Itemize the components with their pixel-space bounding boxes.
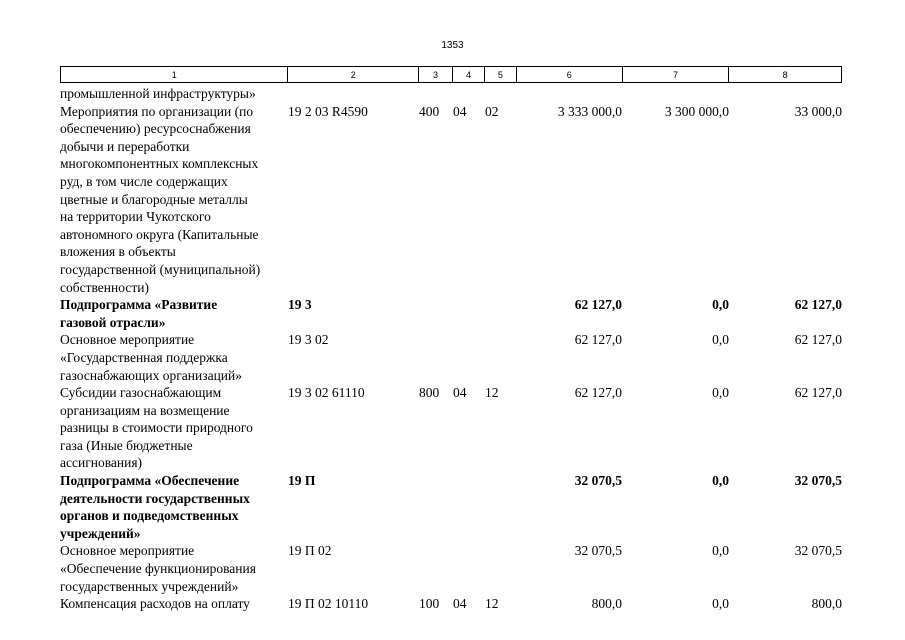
- row-col-5: [485, 331, 517, 384]
- row-col-4: 04: [453, 385, 467, 401]
- row-name-line: вложения в объекты: [60, 244, 176, 260]
- row-col-6: 3 333 000,0: [557, 103, 622, 119]
- row-name: [60, 103, 288, 297]
- header-col-3: 3: [419, 67, 453, 82]
- row-name-line: руд, в том числе содержащих: [60, 173, 228, 189]
- row-name-line: Субсидии газоснабжающим: [60, 385, 222, 401]
- row-name-line: газовой отрасли»: [60, 314, 166, 330]
- row-name-line: деятельности государственных: [60, 490, 250, 506]
- row-name-line: собственности): [60, 279, 149, 295]
- table-row: [60, 542, 850, 595]
- table-row: [60, 331, 850, 384]
- row-name-line: ассигнования): [60, 455, 143, 471]
- row-col-3: [419, 472, 453, 542]
- row-col-8: 62 127,0: [794, 332, 842, 348]
- row-name-line: государственных учреждений»: [60, 578, 239, 594]
- row-name: [60, 542, 288, 595]
- row-name-line: Основное мероприятие: [60, 543, 195, 559]
- table-row: [60, 595, 850, 613]
- row-col-8: 62 127,0: [794, 385, 842, 401]
- row-name-line: органов и подведомственных: [60, 508, 239, 524]
- row-col-8: 33 000,0: [794, 103, 842, 119]
- row-code: 19 П: [288, 473, 316, 489]
- row-col-6: 62 127,0: [574, 332, 622, 348]
- row-col-4: 04: [453, 596, 467, 612]
- table-row: [60, 472, 850, 542]
- row-col-3: [419, 85, 453, 103]
- row-col-4: 04: [453, 103, 467, 119]
- row-col-5: [485, 542, 517, 595]
- row-col-5: [485, 472, 517, 542]
- row-name-line: Подпрограмма «Развитие: [60, 297, 218, 313]
- row-col-6: 800,0: [591, 596, 622, 612]
- row-name: [60, 384, 288, 472]
- row-code: 19 3 02 61110: [288, 385, 365, 401]
- row-name-line: Компенсация расходов на оплату: [60, 596, 250, 612]
- row-col-7: [622, 85, 729, 103]
- row-col-8: [729, 85, 842, 103]
- row-name-line: Мероприятия по организации (по: [60, 103, 254, 119]
- row-col-7: 0,0: [712, 332, 729, 348]
- table-header: [60, 66, 842, 83]
- header-col-7: 7: [623, 67, 730, 82]
- header-col-8: 8: [782, 69, 788, 80]
- header-col-5: 5: [485, 67, 517, 82]
- row-name-line: многокомпонентных комплексных: [60, 156, 259, 172]
- header-col-1: 1: [61, 67, 288, 82]
- row-name-line: учреждений»: [60, 525, 141, 541]
- row-col-7: 0,0: [712, 385, 729, 401]
- header-col-2: 2: [288, 67, 419, 82]
- row-col-5: 02: [485, 103, 499, 119]
- row-col-8: 32 070,5: [794, 543, 842, 559]
- table-row: [60, 296, 850, 331]
- row-name-line: газа (Иные бюджетные: [60, 437, 193, 453]
- row-code: 19 П 02 10110: [288, 596, 369, 612]
- row-code: 19 3: [288, 297, 312, 313]
- table-body: [60, 85, 850, 613]
- row-code: 19 П 02: [288, 543, 332, 559]
- row-col-4: [453, 331, 485, 384]
- row-col-5: 12: [485, 596, 499, 612]
- row-col-7: 0,0: [712, 297, 729, 313]
- row-name: [60, 331, 288, 384]
- row-col-5: [485, 296, 517, 331]
- row-col-6: 62 127,0: [574, 297, 622, 313]
- table-row: [60, 384, 850, 472]
- row-name-line: автономного округа (Капитальные: [60, 226, 259, 242]
- row-name-line: государственной (муниципальной): [60, 261, 261, 277]
- table-row: [60, 85, 850, 103]
- row-col-4: [453, 296, 485, 331]
- row-col-7: 0,0: [712, 596, 729, 612]
- table-row: [60, 103, 850, 297]
- header-col-6: 6: [517, 67, 623, 82]
- row-col-8: 800,0: [811, 596, 842, 612]
- row-col-5: 12: [485, 385, 499, 401]
- row-col-4: [453, 542, 485, 595]
- row-name-line: промышленной инфраструктуры»: [60, 86, 256, 101]
- row-code: [288, 85, 419, 103]
- row-name-line: разницы в стоимости природного: [60, 420, 253, 436]
- row-code: 19 3 02: [288, 332, 329, 348]
- row-name-line: «Обеспечение функционирования: [60, 561, 256, 577]
- row-name-line: добычи и переработки: [60, 138, 190, 154]
- row-col-3: [419, 296, 453, 331]
- row-col-6: 32 070,5: [574, 543, 622, 559]
- row-col-6: [517, 85, 622, 103]
- row-col-3: 100: [419, 596, 440, 612]
- row-name-line: Подпрограмма «Обеспечение: [60, 473, 240, 489]
- row-name-line: на территории Чукотского: [60, 209, 211, 225]
- row-col-6: 62 127,0: [574, 385, 622, 401]
- row-name: [60, 296, 288, 331]
- row-name: [60, 595, 288, 613]
- row-col-4: [453, 85, 485, 103]
- row-name-line: газоснабжающих организаций»: [60, 367, 242, 383]
- row-col-4: [453, 472, 485, 542]
- row-col-7: 0,0: [712, 543, 729, 559]
- row-col-7: 0,0: [712, 473, 729, 489]
- row-col-3: 800: [419, 385, 440, 401]
- row-col-8: 62 127,0: [794, 297, 842, 313]
- row-code: 19 2 03 R4590: [288, 103, 368, 119]
- row-name-line: цветные и благородные металлы: [60, 191, 248, 207]
- row-col-6: 32 070,5: [574, 473, 622, 489]
- row-col-3: 400: [419, 103, 440, 119]
- row-name-line: «Государственная поддержка: [60, 349, 228, 365]
- row-col-3: [419, 331, 453, 384]
- row-name-line: Основное мероприятие: [60, 332, 195, 348]
- row-col-3: [419, 542, 453, 595]
- page-number: 1353: [441, 40, 464, 51]
- row-col-7: 3 300 000,0: [664, 103, 729, 119]
- row-col-5: [485, 85, 517, 103]
- header-col-4: 4: [453, 67, 485, 82]
- row-name-line: обеспечению) ресурсоснабжения: [60, 121, 251, 137]
- row-name-line: организациям на возмещение: [60, 402, 230, 418]
- row-name: [60, 472, 288, 542]
- row-name: [60, 85, 288, 103]
- row-col-8: 32 070,5: [794, 473, 842, 489]
